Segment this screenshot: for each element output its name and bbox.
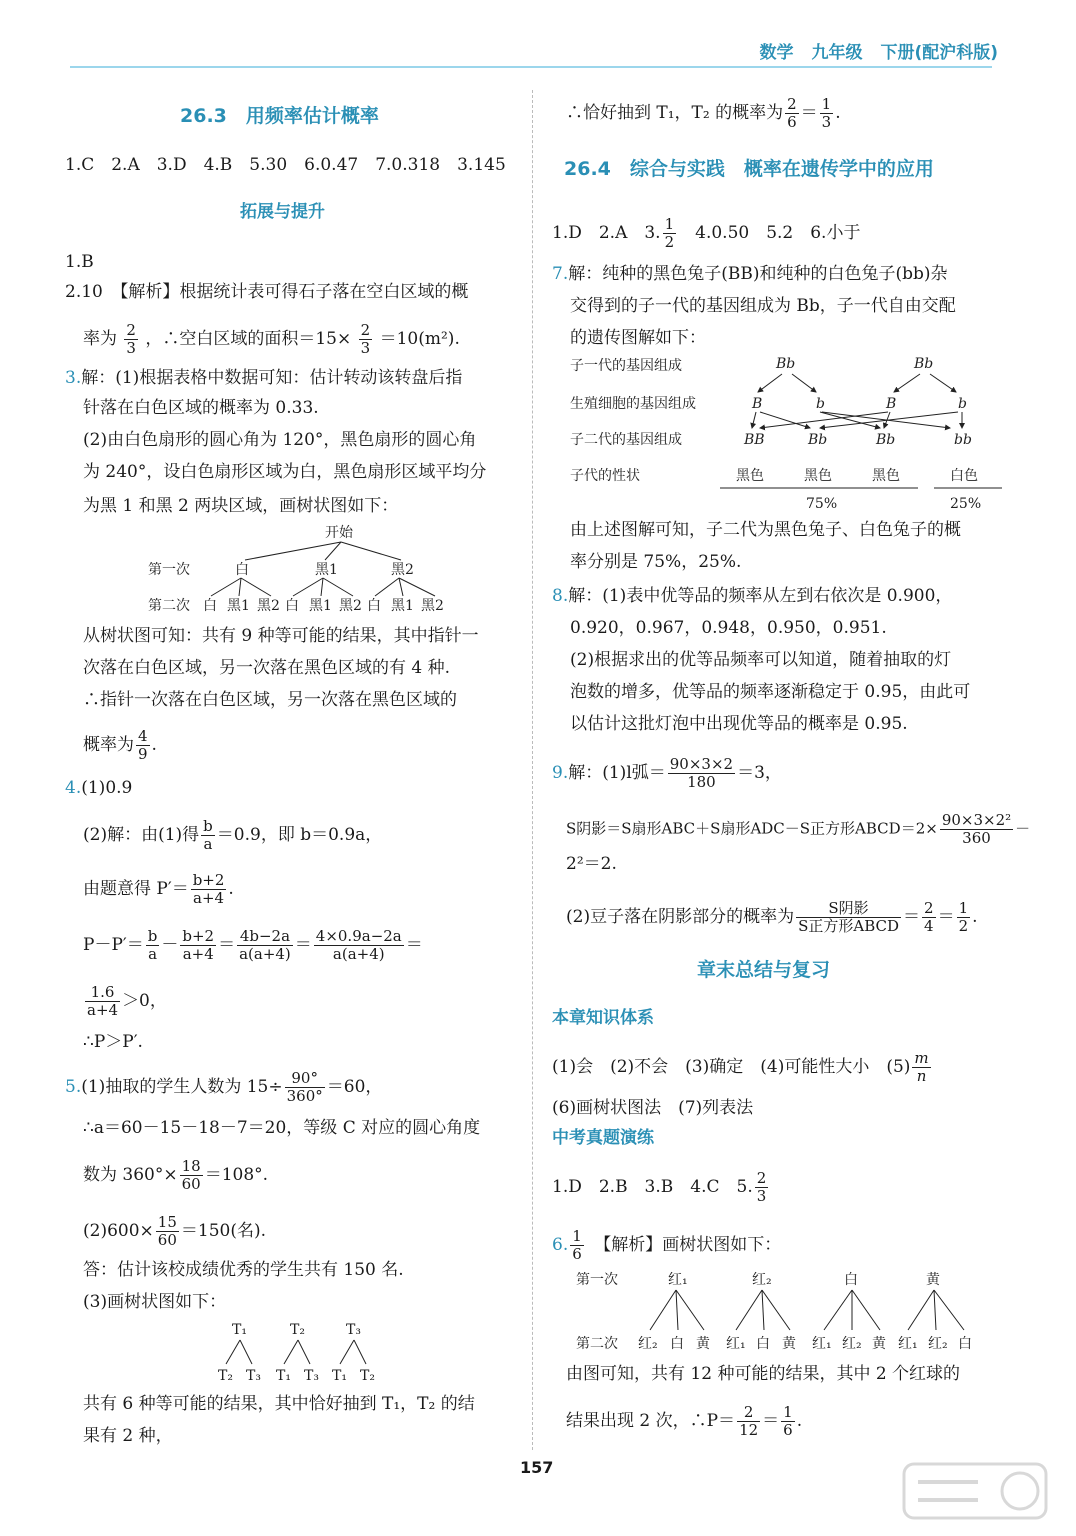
tree1-leaf: 黑1 xyxy=(309,598,332,614)
numerator: 1 xyxy=(958,899,969,917)
denominator: a(a+4) xyxy=(332,945,385,963)
genetics-diagram xyxy=(570,352,1002,514)
numerator: b+2 xyxy=(182,927,215,945)
q5-text-e: (2)600× xyxy=(83,1221,154,1241)
gen-row-label: 生殖细胞的基因组成 xyxy=(570,396,696,412)
denominator: 60 xyxy=(157,1231,177,1249)
denominator: a+4 xyxy=(87,1001,119,1019)
tree3-level2-label: 第二次 xyxy=(576,1336,618,1352)
fraction xyxy=(85,984,120,1019)
tree3-leaf: 白 xyxy=(958,1336,972,1352)
gen-row-label: 子代的性状 xyxy=(570,468,640,484)
numerator: 4b−2a xyxy=(237,928,293,946)
q9-line3: 2²＝2. xyxy=(566,854,617,874)
tree3-node: 红₂ xyxy=(752,1272,772,1288)
numerator: 1 xyxy=(572,1227,582,1245)
tree1-leaf: 白 xyxy=(285,598,299,614)
fraction xyxy=(755,1170,769,1205)
denominator: 3 xyxy=(821,113,832,131)
section-title-26-3: 26.3 用频率估计概率 xyxy=(180,105,379,127)
gen-trait: 白色 xyxy=(950,468,978,484)
tree2-leaf: T₂ xyxy=(218,1368,233,1384)
tree2-root: T₂ xyxy=(290,1322,305,1338)
fraction xyxy=(285,1070,325,1105)
tree3-leaf: 红₂ xyxy=(928,1336,948,1352)
q9-text-c: S阴影＝S扇形ABC＋S扇形ADC－S正方形ABCD＝2× xyxy=(566,819,938,838)
q5-text-f: ＝150(名). xyxy=(180,1221,266,1241)
z6-text: 【解析】画树状图如下： xyxy=(585,1235,782,1255)
q3-line9: 概率为 $\frac{4}{9}$ . xyxy=(83,727,157,763)
q5-line2: ∴a＝60－15－18－7＝20，等级 C 对应的圆心角度 xyxy=(83,1118,481,1138)
q8-line5: 以估计这批灯泡中出现优等品的概率是 0.95. xyxy=(570,714,908,734)
denominator: 3 xyxy=(126,339,136,357)
gen-pct: 75% xyxy=(806,496,838,512)
tree-diagram-2 xyxy=(210,1318,390,1388)
q7-line5: 率分别是 75%，25%. xyxy=(570,552,742,572)
gen-parent: Bb xyxy=(776,356,796,372)
gen-row-label: 子二代的基因组成 xyxy=(570,432,682,448)
denominator: 6 xyxy=(783,1421,793,1439)
q4-line6: ∴P＞P′. xyxy=(83,1032,143,1052)
q8-line4: 泡数的增多，优等品的频率逐渐稳定于 0.95，由此可 xyxy=(570,682,971,702)
tree2-leaf: T₂ xyxy=(360,1368,375,1384)
fraction xyxy=(314,928,404,963)
watermark-logo-icon xyxy=(900,1460,1050,1522)
q4-text-e: P－P′＝ xyxy=(83,935,144,955)
denominator: 3 xyxy=(360,339,371,357)
tree3-leaf: 白 xyxy=(670,1336,684,1352)
fraction xyxy=(191,872,227,907)
tree3-leaf: 黄 xyxy=(696,1336,710,1352)
fraction xyxy=(668,756,735,791)
denominator: 6 xyxy=(572,1245,582,1263)
q4-line2 xyxy=(83,818,382,853)
numerator: b+2 xyxy=(192,871,225,889)
q9-text-a: 解：(1)l弧＝ xyxy=(568,763,666,783)
gen-gamete: b xyxy=(816,396,825,412)
q5-line8: 果有 2 种， xyxy=(83,1426,173,1446)
q4-text-a: (1)0.9 xyxy=(81,778,133,798)
denominator: 2 xyxy=(958,917,969,935)
subsection-knowledge: 本章知识体系 xyxy=(552,1008,654,1028)
q4-line3: 由题意得 P′＝ $\frac{b+2}{a+4}$ . xyxy=(83,871,234,907)
ans2-text: 1.D 2.A 3. xyxy=(552,223,661,243)
q4-number: 4. xyxy=(65,778,82,798)
gen-offspring: bb xyxy=(954,432,972,448)
q4-line4: P－P′＝ $\frac{b}{a}$ － $\frac{b+2}{a+4}$ ＝ $\frac{4b-2a}{a(a+4)}$ ＝ $\frac{4\times 0.9a-2a}{a(a+4)}$ ＝ xyxy=(83,927,423,963)
numerator: 90×3×2 xyxy=(669,755,734,773)
q2-text-d: ＝10(m²). xyxy=(379,329,460,349)
numerator: 2 xyxy=(787,95,797,113)
numerator: 1 xyxy=(664,215,675,233)
tree3-leaf: 红₁ xyxy=(812,1336,832,1352)
denominator: 3 xyxy=(756,1187,767,1205)
q7-number: 7. xyxy=(552,264,569,284)
gen-gamete: B xyxy=(752,396,763,412)
fraction xyxy=(737,1404,760,1439)
q4-text-d: 由题意得 P′＝ xyxy=(83,879,189,899)
header-volume: 下册(配沪科版) xyxy=(880,43,998,63)
numerator: b xyxy=(203,817,213,835)
q3-line3: (2)由白色扇形的圆心角为 120°，黑色扇形的圆心角 xyxy=(83,430,477,450)
q3-line1 xyxy=(65,366,462,390)
gen-pct: 25% xyxy=(950,496,982,512)
fraction xyxy=(136,728,150,763)
tree3-node: 红₁ xyxy=(668,1272,688,1288)
q9-text-d: (2)豆子落在阴影部分的概率为 xyxy=(566,907,795,927)
q5-text-c: 数为 360°× xyxy=(83,1165,178,1185)
q5-line4 xyxy=(83,1214,266,1249)
z6-line3: 结果出现 2 次，∴P＝ $\frac{2}{12}$ ＝ $\frac{1}{6}$ . xyxy=(566,1403,803,1439)
gen-row-label: 子一代的基因组成 xyxy=(570,358,682,374)
tree3-node: 黄 xyxy=(926,1272,940,1288)
q5-line5: 答：估计该校成绩优秀的学生共有 150 名. xyxy=(83,1260,404,1280)
numerator: 18 xyxy=(181,1157,201,1175)
tree1-leaf: 黑1 xyxy=(227,598,250,614)
tree3-leaf: 黄 xyxy=(872,1336,886,1352)
tree3-leaf: 红₂ xyxy=(842,1336,862,1352)
fraction xyxy=(180,1158,203,1193)
numerator: m xyxy=(914,1049,929,1067)
q3-line8: ∴指针一次落在白色区域，另一次落在黑色区域的 xyxy=(83,690,457,710)
numerator: 90° xyxy=(285,1070,325,1088)
z6-text-b: 结果出现 2 次，∴P＝ xyxy=(566,1411,736,1431)
fraction xyxy=(146,928,160,963)
q3-text-a: 解：(1)根据表格中数据可知：估计转动该转盘后指 xyxy=(81,368,463,388)
z6-line2: 由图可知，共有 12 种可能的结果，其中 2 个红球的 xyxy=(566,1364,961,1384)
header-subject: 数学 xyxy=(759,43,794,63)
tree3-level1-label: 第一次 xyxy=(576,1272,618,1288)
q3-line4: 为 240°，设白色扇形区域为白，黑色扇形区域平均分 xyxy=(83,462,487,482)
r-line0: ∴恰好抽到 T₁，T₂ 的概率为 $\frac{2}{6}$ ＝ $\frac{1}{3}$ . xyxy=(566,95,841,131)
tree1-leaf: 黑1 xyxy=(391,598,414,614)
q4-text-b: (2)解：由(1)得 xyxy=(83,825,200,845)
tree1-node: 黑1 xyxy=(315,562,338,578)
numerator: 2 xyxy=(126,321,136,339)
denominator: 4 xyxy=(924,917,934,935)
fraction xyxy=(820,96,834,131)
tree2-leaf: T₃ xyxy=(304,1368,319,1384)
tree1-leaf: 白 xyxy=(367,598,381,614)
q7-line3: 的遗传图解如下： xyxy=(570,328,706,348)
q7-line4: 由上述图解可知，子二代为黑色兔子、白色兔子的概 xyxy=(570,520,961,540)
q3-line5: 为黑 1 和黑 2 两块区域，画树状图如下： xyxy=(83,496,399,516)
numerator: 2 xyxy=(360,321,371,339)
column-divider xyxy=(532,90,533,1450)
answers-line: 1.C 2.A 3.D 4.B 5.30 6.0.47 7.0.318 3.145 xyxy=(65,155,506,175)
gen-gamete: B xyxy=(886,396,897,412)
numerator: 15 xyxy=(157,1213,177,1231)
subsection-title: 拓展与提升 xyxy=(240,202,325,222)
tree2-leaf: T₃ xyxy=(246,1368,261,1384)
k1-text: (1)会 (2)不会 (3)确定 (4)可能性大小 (5) xyxy=(552,1057,911,1077)
subsection-exam: 中考真题演练 xyxy=(552,1128,654,1148)
fraction xyxy=(663,216,677,251)
header-grade: 九年级 xyxy=(811,43,863,63)
gen-trait: 黑色 xyxy=(804,468,832,484)
q8-text-a: 解：(1)表中优等品的频率从左到右依次是 0.900， xyxy=(568,586,953,606)
q5-text-d: ＝108°. xyxy=(204,1165,269,1185)
denominator: a xyxy=(203,835,213,853)
q5-number: 5. xyxy=(65,1077,82,1097)
q9-line4: (2)豆子落在阴影部分的概率为 $\frac{\text{S阴影}}{\text{S正方形ABCD}}$ ＝ $\frac{2}{4}$ ＝ $\frac{1}{2}$ . xyxy=(566,899,978,935)
z6-number: 6. xyxy=(552,1235,569,1255)
numerator: S阴影 xyxy=(796,900,901,918)
q2-line1 xyxy=(65,280,468,304)
q7-text-a: 解：纯种的黑色兔子(BB)和纯种的白色兔子(bb)杂 xyxy=(568,264,948,284)
tree2-leaf: T₁ xyxy=(332,1368,347,1384)
q9-text-b: ＝3， xyxy=(737,763,782,783)
knowledge-line1 xyxy=(552,1050,933,1085)
q4-line5: $\frac{1.6}{a+4}$ ＞0， xyxy=(87,983,167,1019)
tree1-leaf: 白 xyxy=(203,598,217,614)
fraction xyxy=(359,322,373,357)
q3-line6: 从树状图可知：共有 9 种等可能的结果，其中指针一 xyxy=(83,626,479,646)
tree1-node: 白 xyxy=(235,562,249,578)
tree1-leaf: 黑2 xyxy=(339,598,362,614)
tree-diagram-1 xyxy=(145,520,525,616)
tree2-leaf: T₁ xyxy=(276,1368,291,1384)
tree1-level2-label: 第二次 xyxy=(148,598,190,614)
numerator: 2 xyxy=(756,1169,767,1187)
fraction xyxy=(957,900,971,935)
tree3-leaf: 红₁ xyxy=(898,1336,918,1352)
tree1-leaf: 黑2 xyxy=(257,598,280,614)
numerator: 4×0.9a−2a xyxy=(315,927,402,945)
fraction xyxy=(796,900,901,935)
denominator: a(a+4) xyxy=(239,945,291,963)
fraction xyxy=(156,1214,179,1249)
gen-offspring: Bb xyxy=(876,432,896,448)
exam-answers xyxy=(552,1170,770,1205)
gen-gamete: b xyxy=(958,396,967,412)
numerator: b xyxy=(147,927,158,945)
q5-line7: 共有 6 种等可能的结果，其中恰好抽到 T₁，T₂ 的结 xyxy=(83,1394,475,1414)
tree3-node: 白 xyxy=(844,1272,858,1288)
fraction xyxy=(940,812,1013,847)
denominator: 6 xyxy=(787,113,797,131)
numerator: 1.6 xyxy=(85,984,120,1002)
denominator: 360° xyxy=(286,1087,323,1105)
q1-answer: 1.B xyxy=(65,252,94,272)
denominator: S正方形ABCD xyxy=(798,917,900,935)
q7-line1 xyxy=(552,262,948,286)
fraction xyxy=(201,818,215,853)
q5-line3 xyxy=(83,1158,268,1193)
q3-text-i: 概率为 xyxy=(83,735,134,755)
denominator: n xyxy=(916,1067,927,1085)
numerator: 90×3×2² xyxy=(941,811,1012,829)
denominator: 9 xyxy=(138,745,148,763)
fraction xyxy=(922,900,936,935)
section-title-review: 章末总结与复习 xyxy=(697,959,831,981)
q8-line2: 0.920，0.967，0.948，0.950，0.951. xyxy=(570,618,887,638)
q8-number: 8. xyxy=(552,586,569,606)
tree1-node: 黑2 xyxy=(391,562,414,578)
numerator: 1 xyxy=(821,95,832,113)
q4-line1 xyxy=(65,776,132,800)
q2-text-b: 率为 xyxy=(83,329,117,349)
numerator: 1 xyxy=(783,1403,793,1421)
numerator: 2 xyxy=(924,899,934,917)
z6-line1 xyxy=(552,1228,781,1263)
q8-line3: (2)根据求出的优等品频率可以知道，随着抽取的灯 xyxy=(570,650,952,670)
z1-text: 1.D 2.B 3.B 4.C 5. xyxy=(552,1177,753,1197)
q2-line2 xyxy=(83,322,460,357)
q2-text-c: ，∴空白区域的面积＝15× xyxy=(145,329,352,349)
q5-line6: (3)画树状图如下： xyxy=(83,1292,227,1312)
q2-number: 2. xyxy=(65,282,82,302)
denominator: a+4 xyxy=(182,945,214,963)
fraction xyxy=(124,322,138,357)
fraction xyxy=(180,928,216,963)
page-header xyxy=(741,38,998,63)
fraction xyxy=(570,1228,584,1263)
gen-trait: 黑色 xyxy=(736,468,764,484)
denominator: 180 xyxy=(687,773,716,791)
q5-text-a: (1)抽取的学生人数为 15÷ xyxy=(81,1077,283,1097)
fraction xyxy=(781,1404,795,1439)
q9-number: 9. xyxy=(552,763,569,783)
gen-parent: Bb xyxy=(914,356,934,372)
tree-diagram-3 xyxy=(576,1266,996,1362)
denominator: 360 xyxy=(962,829,991,847)
ans2-text-post: 4.0.50 5.2 6.小于 xyxy=(678,223,861,243)
tree1-root: 开始 xyxy=(325,525,353,541)
q9-line1 xyxy=(552,756,782,791)
numerator: 2 xyxy=(737,1404,760,1422)
denominator: 60 xyxy=(181,1175,201,1193)
gen-offspring: BB xyxy=(744,432,765,448)
answers-line-2 xyxy=(552,216,860,251)
q4-text-c: ＝0.9，即 b＝0.9a， xyxy=(216,825,383,845)
q7-line2: 交得到的子一代的基因组成为 Bb，子一代自由交配 xyxy=(570,296,956,316)
section-title-26-4: 26.4 综合与实践 概率在遗传学中的应用 xyxy=(564,158,934,180)
header-rule xyxy=(70,66,992,68)
q3-line7: 次落在白色区域，另一次落在黑色区域的有 4 种. xyxy=(83,658,451,678)
page-number: 157 xyxy=(520,1458,554,1477)
knowledge-line2: (6)画树状图法 (7)列表法 xyxy=(552,1098,754,1118)
tree2-root: T₁ xyxy=(232,1322,247,1338)
tree1-leaf: 黑2 xyxy=(421,598,444,614)
tree3-leaf: 黄 xyxy=(782,1336,796,1352)
denominator: a xyxy=(148,945,158,963)
tree3-leaf: 红₁ xyxy=(726,1336,746,1352)
r0-text: ∴恰好抽到 T₁，T₂ 的概率为 xyxy=(566,103,784,123)
q2-text-a: 10 【解析】根据统计表可得石子落在空白区域的概 xyxy=(81,282,469,302)
denominator: 12 xyxy=(739,1421,759,1439)
q8-line1 xyxy=(552,584,952,608)
denominator: 2 xyxy=(664,233,675,251)
fraction xyxy=(912,1050,930,1085)
denominator: a+4 xyxy=(193,889,225,907)
q9-line2: S阴影＝S扇形ABC＋S扇形ADC－S正方形ABCD＝2× $\frac{\text{90×3×2²}}{360}$ － xyxy=(566,811,1031,847)
fraction xyxy=(785,96,799,131)
fraction xyxy=(237,928,293,963)
q5-text-b: ＝60， xyxy=(326,1077,383,1097)
gen-offspring: Bb xyxy=(808,432,828,448)
numerator: 4 xyxy=(138,727,148,745)
q3-number: 3. xyxy=(65,368,82,388)
tree3-leaf: 红₂ xyxy=(638,1336,658,1352)
q3-line2: 针落在白色区域的概率为 0.33. xyxy=(83,398,319,418)
tree3-leaf: 白 xyxy=(756,1336,770,1352)
tree1-level1-label: 第一次 xyxy=(148,562,190,578)
q5-line1 xyxy=(65,1070,382,1105)
tree2-root: T₃ xyxy=(346,1322,361,1338)
gen-trait: 黑色 xyxy=(872,468,900,484)
